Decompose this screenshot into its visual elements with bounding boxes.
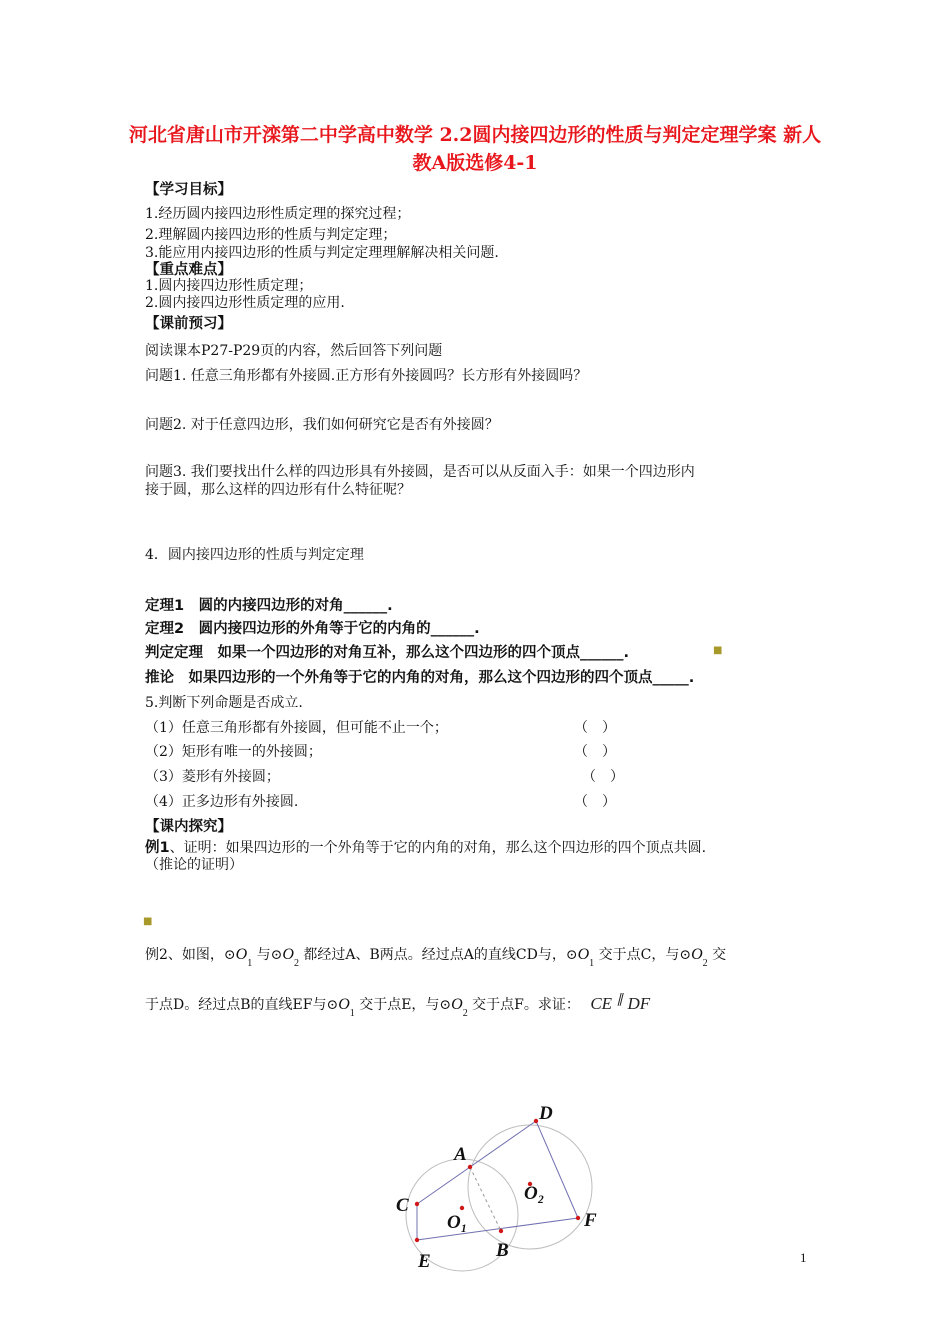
judge-item-1: （1）任意三角形都有外接圆，但可能不止一个； [145, 720, 448, 736]
example-1-note: （推论的证明） [145, 857, 243, 873]
question-2: 问题2. 对于任意四边形，我们如何研究它是否有外接圆？ [145, 417, 499, 433]
question-3-line-1: 问题3. 我们要找出什么样的四边形具有外接圆，是否可以从反面入手：如果一个四边形内 [145, 464, 695, 480]
point-o1 [460, 1206, 464, 1210]
theorem-1: 定理1 圆的内接四边形的对角______. [145, 598, 393, 614]
parallel-symbol: ∥ [616, 991, 624, 1006]
judge-item-4: （4）正多边形有外接圆. [145, 794, 299, 810]
example-2-line-2: 于点D。经过点B的直线EF与$⊙O_1$ 交于点E，与$⊙O_2$ 交于点F。求证： CE ∥ DF [145, 991, 651, 1019]
question-3-line-2: 接于圆，那么这样的四边形有什么特征呢？ [145, 482, 411, 498]
criterion-theorem: 判定定理 如果一个四边形的对角互补，那么这个四边形的四个顶点______. [145, 645, 630, 661]
point-d [534, 1119, 538, 1123]
item-4-heading: 4．圆内接四边形的性质与判定定理 [145, 547, 364, 563]
example-2-line-1: 例2、如图，$⊙O_1$ 与$⊙O_2$ 都经过A、B两点。经过点A的直线CD与，$⊙O_1$ 交于点C，与$⊙O_2$ 交 [145, 946, 727, 969]
judge-item-3: （3）菱形有外接圆； [145, 769, 280, 785]
point-f [576, 1216, 580, 1220]
stray-dot-2: ■ [143, 916, 153, 927]
point-e [415, 1238, 419, 1242]
corollary: 推论 如果四边形的一个外角等于它的内角的对角，那么这个四边形的四个顶点_____. [145, 670, 695, 686]
ce-symbol: CE [590, 994, 613, 1013]
line-ab [470, 1167, 501, 1231]
goal-3: 3.能应用内接四边形的性质与判定定理理解解决相关问题. [145, 245, 499, 261]
stray-dot: ■ [713, 645, 723, 656]
circle-o2-symbol: $O_2$ [282, 946, 299, 969]
example-1-text: 、证明：如果四边形的一个外角等于它的内角的对角，那么这个四边形的四个顶点共圆. [169, 840, 707, 856]
label-o1: O₁ [447, 1212, 468, 1233]
page-number: 1 [800, 1250, 807, 1265]
label-f: F [584, 1210, 597, 1231]
goal-2: 2.理解圆内接四边形的性质与判定定理； [145, 227, 397, 243]
section-explore: 【课内探究】 [145, 819, 232, 835]
df-symbol: DF [627, 994, 651, 1013]
label-c: C [396, 1195, 409, 1216]
label-a: A [454, 1144, 467, 1165]
label-b: B [496, 1240, 509, 1261]
point-b [499, 1229, 503, 1233]
line-cd [417, 1121, 536, 1204]
circle-o1-symbol: $O_1$ [235, 946, 253, 969]
label-d: D [539, 1103, 553, 1124]
judge-blank-1: （ ） [574, 720, 616, 736]
line-ef [417, 1218, 578, 1240]
example-1-label: 例1 [145, 840, 170, 856]
section-key-points: 【重点难点】 [145, 262, 232, 278]
point-c [415, 1202, 419, 1206]
key-point-1: 1.圆内接四边形性质定理； [145, 278, 313, 294]
page-title: 河北省唐山市开滦第二中学高中数学 2.2圆内接四边形的性质与判定定理学案 新人教A版选修4-1 [128, 124, 822, 174]
judge-blank-2: （ ） [574, 744, 616, 760]
judge-blank-4: （ ） [574, 794, 616, 810]
theorem-2: 定理2 圆内接四边形的外角等于它的内角的______. [145, 621, 480, 637]
judge-item-2: （2）矩形有唯一的外接圆； [145, 744, 322, 760]
label-o2: O₂ [524, 1183, 545, 1204]
geometry-figure [380, 1090, 620, 1275]
label-e: E [418, 1251, 431, 1272]
judge-title: 5.判断下列命题是否成立. [145, 695, 303, 711]
point-a [468, 1165, 472, 1169]
section-learning-goals: 【学习目标】 [145, 182, 232, 198]
judge-blank-3: （ ） [582, 769, 624, 785]
question-1: 问题1. 任意三角形都有外接圆.正方形有外接圆吗？长方形有外接圆吗？ [145, 368, 588, 384]
section-preview: 【课前预习】 [145, 316, 232, 332]
goal-1: 1.经历圆内接四边形性质定理的探究过程； [145, 206, 411, 222]
key-point-2: 2.圆内接四边形性质定理的应用. [145, 295, 345, 311]
preview-intro: 阅读课本P27-P29页的内容，然后回答下列问题 [145, 343, 443, 359]
